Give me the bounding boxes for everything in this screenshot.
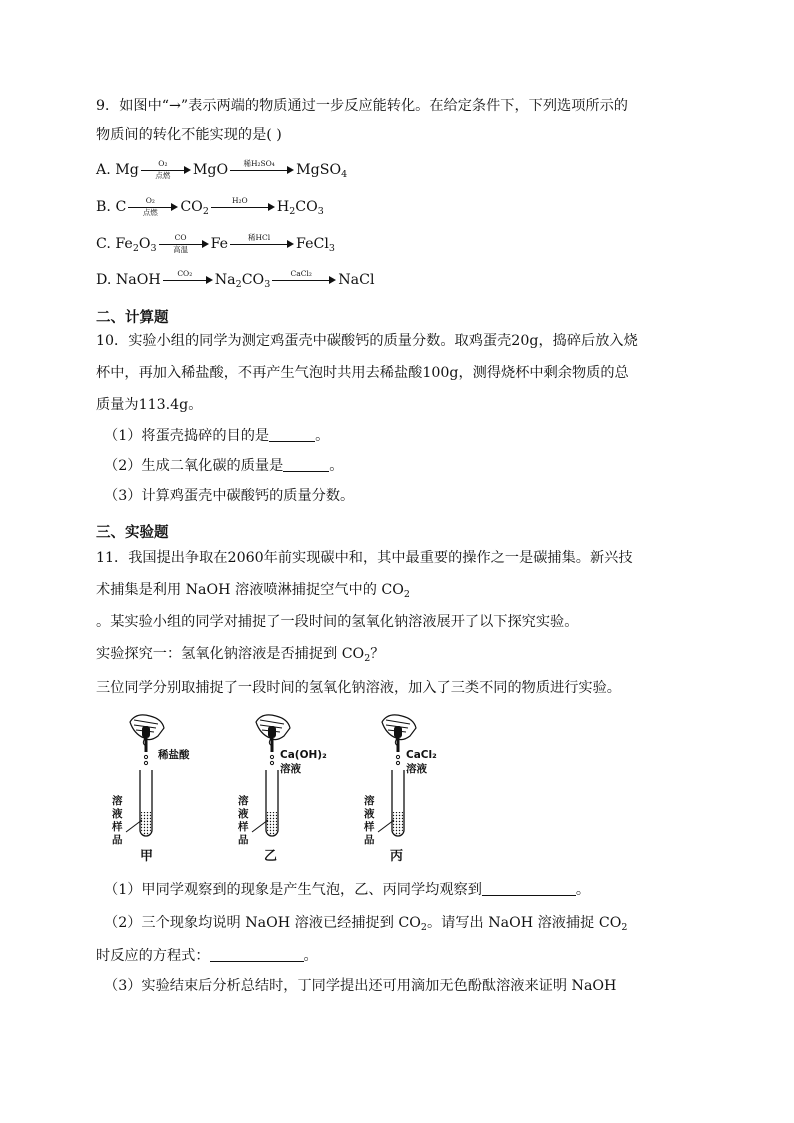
q9-stem-line2: 物质间的转化不能实现的是( )	[96, 127, 282, 143]
sample-label: 液	[238, 808, 249, 820]
sample-label: 样	[364, 821, 375, 833]
option-c-start: C. $Fe_2O_3$	[96, 236, 157, 254]
q11-stem-line3: 。某实验小组的同学对捕捉了一段时间的氢氧化钠溶液展开了以下探究实验。	[96, 614, 579, 630]
option-b-end: $H_2CO_3$	[276, 199, 324, 217]
q9-stem-line1: 9．如图中“→”表示两端的物质通过一步反应能转化。在给定条件下，下列选项所示的	[96, 98, 628, 114]
option-c-mid: Fe	[210, 236, 229, 252]
sample-label: 品	[112, 834, 123, 846]
answer-blank[interactable]	[482, 881, 576, 896]
q10-part2: （2）生成二氧化碳的质量是 。	[104, 458, 344, 474]
test-tube-figure-yi	[236, 712, 336, 866]
option-d-end: NaCl	[338, 272, 375, 288]
q9-option-a[interactable]	[96, 160, 347, 180]
q10-part3: （3）计算鸡蛋壳中碳酸钙的质量分数。	[104, 488, 355, 504]
option-b-start: B. C	[96, 199, 127, 215]
sample-label: 液	[364, 808, 375, 820]
q10-stem-line2: 杯中，再加入稀盐酸，不再产生气泡时共用去稀盐酸100g，测得烧杯中剩余物质的总	[96, 365, 629, 381]
reaction-arrow: CO 高温	[159, 234, 209, 254]
reaction-arrow: O₂ 点燃	[128, 197, 178, 217]
sample-label: 样	[112, 821, 123, 833]
sample-label: 溶	[364, 795, 375, 807]
reagent-label: 稀盐酸	[158, 749, 190, 761]
q11-part2-line2: 时反应的方程式： 。	[96, 948, 318, 964]
q11-stem-line2: 术捕集是利用 NaOH 溶液喷淋捕捉空气中的 $CO_2$	[96, 582, 410, 600]
sample-label: 品	[364, 834, 375, 846]
dropper-hand-icon	[236, 712, 336, 862]
tube-label: 甲	[140, 849, 154, 864]
reagent-label-2: 溶液	[406, 763, 427, 775]
test-tube-figure-jia	[110, 712, 210, 866]
q9-option-c[interactable]	[96, 234, 335, 254]
q11-part3: （3）实验结束后分析总结时，丁同学提出还可用滴加无色酚酞溶液来证明 NaOH	[104, 978, 617, 994]
option-c-end: FeCl$_3$	[296, 236, 335, 254]
reagent-label: CaCl₂	[406, 749, 437, 761]
reagent-label: Ca(OH)₂	[280, 749, 327, 761]
q10-stem-line1: 10．实验小组的同学为测定鸡蛋壳中碳酸钙的质量分数。取鸡蛋壳20g，捣碎后放入烧	[96, 333, 638, 349]
sample-label: 液	[112, 808, 123, 820]
answer-blank[interactable]	[283, 457, 329, 472]
q9-option-d[interactable]	[96, 270, 375, 290]
answer-blank[interactable]	[269, 427, 315, 442]
option-a-end: MgSO$_4$	[296, 162, 348, 180]
reaction-arrow: H₂O	[211, 197, 275, 217]
q11-part1: （1）甲同学观察到的现象是产生气泡，乙、丙同学均观察到 。	[104, 882, 591, 898]
dropper-hand-icon	[110, 712, 210, 862]
test-tube-figure-bing	[362, 712, 462, 866]
q11-stem-line1: 11．我国提出争取在2060年前实现碳中和，其中最重要的操作之一是碳捕集。新兴技	[96, 550, 633, 566]
reagent-label-2: 溶液	[280, 763, 301, 775]
option-a-start: A. Mg	[96, 162, 139, 178]
tube-label: 乙	[264, 849, 278, 864]
dropper-hand-icon	[362, 712, 462, 862]
sample-label: 品	[238, 834, 249, 846]
sample-label: 溶	[112, 795, 123, 807]
q9-option-b[interactable]	[96, 197, 324, 217]
q11-stem-line5: 三位同学分别取捕捉了一段时间的氢氧化钠溶液，加入了三类不同的物质进行实验。	[96, 680, 621, 696]
reaction-arrow: CO₂	[163, 270, 213, 290]
option-b-mid: $CO_2$	[180, 199, 209, 217]
option-d-mid: $Na_2CO_3$	[214, 272, 271, 290]
option-d-start: D. NaOH	[96, 272, 161, 288]
answer-blank[interactable]	[210, 947, 304, 962]
section-heading-experiment: 三、实验题	[96, 525, 169, 541]
q10-stem-line3: 质量为113.4g。	[96, 397, 203, 413]
q10-part1: （1）将蛋壳捣碎的目的是 。	[104, 428, 330, 444]
reaction-arrow: 稀HCl	[230, 234, 294, 254]
section-heading-calculation: 二、计算题	[96, 310, 169, 326]
q11-stem-line4: 实验探究一：氢氧化钠溶液是否捕捉到 $CO_2$？	[96, 646, 385, 664]
tube-label: 丙	[390, 849, 404, 864]
reaction-arrow: O₂ 点燃	[141, 160, 191, 180]
sample-label: 样	[238, 821, 249, 833]
sample-label: 溶	[238, 795, 249, 807]
reaction-arrow: 稀H₂SO₄	[230, 160, 294, 180]
option-a-mid: MgO	[192, 162, 229, 178]
reaction-arrow: CaCl₂	[272, 270, 336, 290]
q11-part2-line1: （2）三个现象均说明 NaOH 溶液已经捕捉到 $CO_2$。请写出 NaOH 溶液捕捉 $CO_2$	[104, 915, 628, 933]
